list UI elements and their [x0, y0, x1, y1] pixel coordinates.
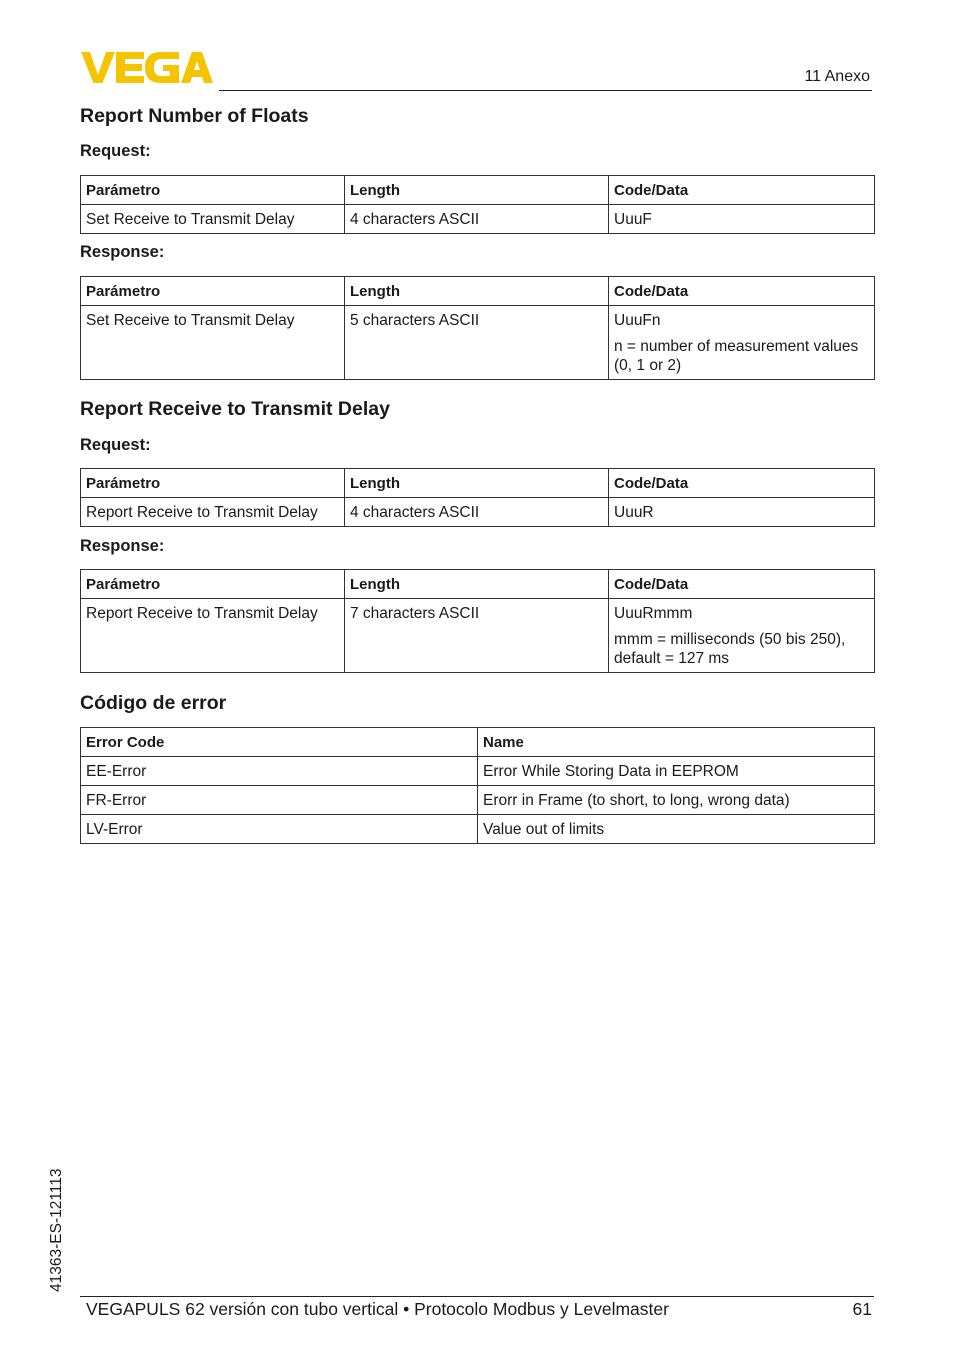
error-name-cell: Value out of limits	[478, 815, 875, 844]
table-cell: Set Receive to Transmit Delay	[81, 306, 345, 380]
header-cell: Parámetro	[81, 570, 345, 599]
table-cell: UuuF	[609, 205, 875, 234]
error-name-cell: Error While Storing Data in EEPROM	[478, 757, 875, 786]
header-cell: Parámetro	[81, 277, 345, 306]
code-value: UuuRmmm	[614, 605, 693, 622]
section-title-floats: Report Number of Floats	[80, 105, 309, 127]
header-cell: Parámetro	[81, 469, 345, 498]
code-note: n = number of measurement values (0, 1 or 2)	[614, 338, 859, 374]
table-cell: 4 characters ASCII	[345, 498, 609, 527]
table-cell: Report Receive to Transmit Delay	[81, 498, 345, 527]
table-cell: Set Receive to Transmit Delay	[81, 205, 345, 234]
table-row	[81, 498, 875, 527]
table-cell: 4 characters ASCII	[345, 205, 609, 234]
table-header-row	[81, 728, 875, 757]
header-rule	[219, 90, 872, 91]
table-header-row	[81, 469, 875, 498]
header-cell: Length	[345, 277, 609, 306]
code-note: mmm = milliseconds (50 bis 250), default = 127 ms	[614, 631, 846, 667]
header-cell: Length	[345, 176, 609, 205]
footer-title: VEGAPULS 62 versión con tubo vertical • Protocolo Modbus y Levelmaster	[86, 1299, 669, 1319]
request-table-delay	[80, 468, 875, 527]
code-value: UuuFn	[614, 312, 661, 329]
table-cell	[609, 599, 875, 673]
table-header-row	[81, 570, 875, 599]
footer-rule	[80, 1296, 874, 1297]
table-cell: 5 characters ASCII	[345, 306, 609, 380]
table-row	[81, 205, 875, 234]
table-cell	[609, 306, 875, 380]
document-code: 41363-ES-121113	[48, 1168, 65, 1292]
table-row	[81, 306, 875, 380]
table-row	[81, 599, 875, 673]
request-label-delay: Request:	[80, 436, 151, 454]
header-cell: Parámetro	[81, 176, 345, 205]
request-label-floats: Request:	[80, 142, 151, 160]
error-code-cell: EE-Error	[81, 757, 478, 786]
error-code-cell: FR-Error	[81, 786, 478, 815]
error-code-table	[80, 727, 875, 844]
header-cell: Code/Data	[609, 469, 875, 498]
error-code-cell: LV-Error	[81, 815, 478, 844]
table-cell: UuuR	[609, 498, 875, 527]
table-cell: Report Receive to Transmit Delay	[81, 599, 345, 673]
page-number: 61	[852, 1299, 872, 1319]
header-cell: Length	[345, 469, 609, 498]
header-cell: Length	[345, 570, 609, 599]
response-table-floats	[80, 276, 875, 380]
header-cell: Code/Data	[609, 176, 875, 205]
table-row	[81, 786, 875, 815]
header-cell: Code/Data	[609, 570, 875, 599]
table-row	[81, 815, 875, 844]
table-header-row	[81, 176, 875, 205]
response-label-delay: Response:	[80, 537, 165, 555]
response-label-floats: Response:	[80, 243, 165, 261]
header-cell: Name	[478, 728, 875, 757]
table-header-row	[81, 277, 875, 306]
section-label: 11 Anexo	[804, 68, 870, 85]
vega-logo	[81, 48, 213, 88]
request-table-floats	[80, 175, 875, 234]
header-cell: Error Code	[81, 728, 478, 757]
error-name-cell: Erorr in Frame (to short, to long, wrong data)	[478, 786, 875, 815]
response-table-delay	[80, 569, 875, 673]
table-cell: 7 characters ASCII	[345, 599, 609, 673]
section-title-delay: Report Receive to Transmit Delay	[80, 398, 390, 420]
section-title-errors: Código de error	[80, 692, 227, 714]
header-cell: Code/Data	[609, 277, 875, 306]
table-row	[81, 757, 875, 786]
